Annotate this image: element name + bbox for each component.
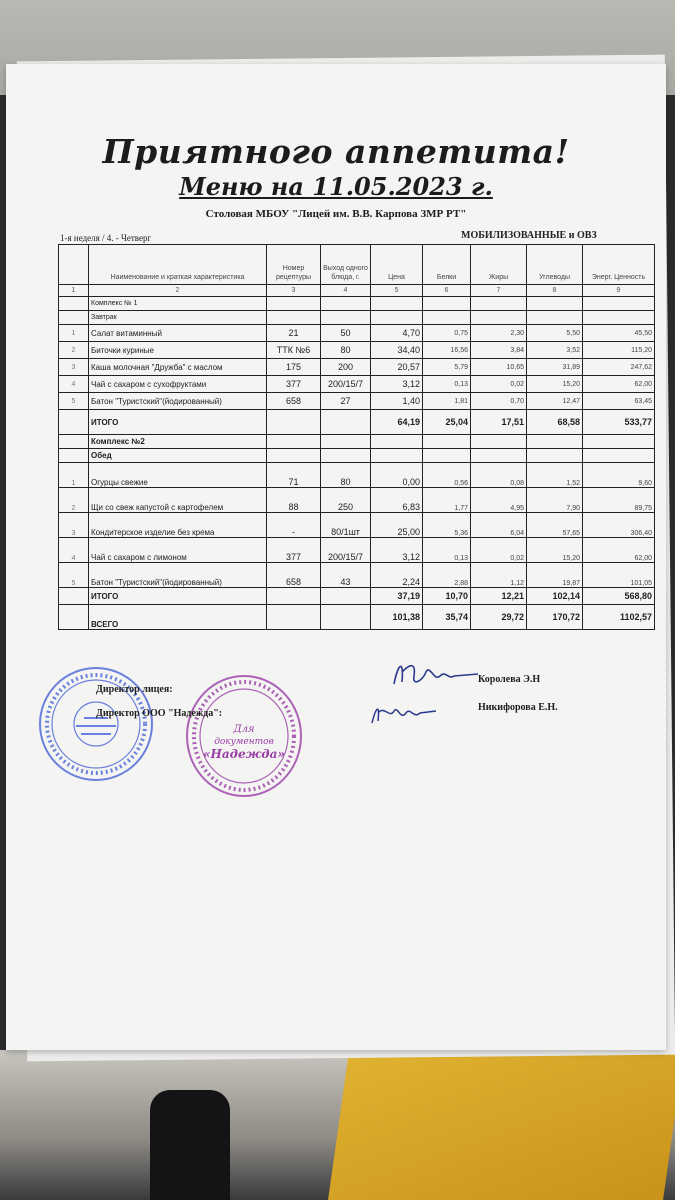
energy-cell: 45,50 — [583, 325, 655, 342]
carbs-cell: 5,50 — [527, 325, 583, 342]
complex1-total-row — [59, 410, 655, 435]
name-koroleva: Королева Э.Н — [478, 674, 541, 685]
portion-weight: 200 — [321, 359, 371, 376]
row-number: 1 — [59, 463, 89, 488]
protein-cell: 5,36 — [423, 513, 471, 538]
price-cell: 6,83 — [371, 488, 423, 513]
protein-cell: 1,77 — [423, 488, 471, 513]
name-nikiforova: Никифорова Е.Н. — [478, 702, 558, 713]
table-row — [59, 463, 655, 488]
table-row — [59, 513, 655, 538]
dish-name: Щи со свеж капустой с картофелем — [89, 488, 267, 513]
index-cell: 1 — [59, 285, 89, 297]
energy-cell: 9,60 — [583, 463, 655, 488]
portion-weight: 200/15/7 — [321, 538, 371, 563]
recipe-number: 377 — [267, 376, 321, 393]
index-cell: 6 — [423, 285, 471, 297]
carbs-cell: 3,52 — [527, 342, 583, 359]
stamp-line1: Для — [233, 724, 255, 735]
menu-date: Меню на 11.05.2023 г. — [179, 172, 493, 201]
organization: Столовая МБОУ "Лицей им. В.В. Карпова ЗМР РТ" — [205, 208, 467, 220]
index-cell: 7 — [471, 285, 527, 297]
row-number: 1 — [59, 325, 89, 342]
recipe-number: 88 — [267, 488, 321, 513]
total-fat: 12,21 — [471, 588, 527, 605]
fat-cell: 0,02 — [471, 376, 527, 393]
col-carbs: Углеводы — [527, 245, 583, 285]
dish-name: Кондитерское изделие без крема — [89, 513, 267, 538]
total-price: 64,19 — [371, 410, 423, 435]
price-cell: 1,40 — [371, 393, 423, 410]
table-header — [59, 245, 655, 285]
blue-round-stamp — [36, 664, 156, 784]
complex2-title-row — [59, 435, 655, 449]
col-recipe: Номер рецептуры — [267, 245, 321, 285]
carbs-cell: 15,20 — [527, 538, 583, 563]
col-weight: Выход одного блюда, г. — [321, 245, 371, 285]
table-row — [59, 393, 655, 410]
page-title: Приятного аппетита! — [102, 132, 570, 171]
signature-2 — [366, 699, 441, 729]
carbs-cell: 31,89 — [527, 359, 583, 376]
recipe-number: 175 — [267, 359, 321, 376]
portion-weight: 80 — [321, 342, 371, 359]
col-protein: Белки — [423, 245, 471, 285]
purple-round-stamp — [184, 674, 304, 799]
total-energy: 568,80 — [583, 588, 655, 605]
portion-weight: 200/15/7 — [321, 376, 371, 393]
index-cell: 3 — [267, 285, 321, 297]
table-row — [59, 342, 655, 359]
grand-total-price: 101,38 — [371, 605, 423, 630]
table-row — [59, 488, 655, 513]
total-price: 37,19 — [371, 588, 423, 605]
row-number: 3 — [59, 359, 89, 376]
total-protein: 25,04 — [423, 410, 471, 435]
table-row — [59, 376, 655, 393]
grand-total-fat: 29,72 — [471, 605, 527, 630]
complex1-meal-row — [59, 311, 655, 325]
total-energy: 533,77 — [583, 410, 655, 435]
grand-total-label: ВСЕГО — [89, 605, 267, 630]
carbs-cell: 1,52 — [527, 463, 583, 488]
fat-cell: 0,08 — [471, 463, 527, 488]
grand-total-protein: 35,74 — [423, 605, 471, 630]
grand-total-carbs: 170,72 — [527, 605, 583, 630]
row-number: 4 — [59, 538, 89, 563]
row-number: 4 — [59, 376, 89, 393]
price-cell: 0,00 — [371, 463, 423, 488]
dish-name: Биточки куриные — [89, 342, 267, 359]
table-row — [59, 563, 655, 588]
dish-name: Салат витаминный — [89, 325, 267, 342]
table-row — [59, 538, 655, 563]
protein-cell: 0,75 — [423, 325, 471, 342]
protein-cell: 0,13 — [423, 376, 471, 393]
stamp-line3: «Надежда» — [203, 747, 285, 761]
table-row — [59, 359, 655, 376]
dish-name: Чай с сахаром с лимоном — [89, 538, 267, 563]
total-label: ИТОГО — [89, 410, 267, 435]
price-cell: 3,12 — [371, 538, 423, 563]
dish-name: Каша молочная "Дружба" с маслом — [89, 359, 267, 376]
stamp-line2: документов — [214, 737, 274, 747]
protein-cell: 16,56 — [423, 342, 471, 359]
price-cell: 25,00 — [371, 513, 423, 538]
index-row — [59, 285, 655, 297]
carbs-cell: 19,87 — [527, 563, 583, 588]
signature-1 — [386, 654, 481, 694]
col-price: Цена — [371, 245, 423, 285]
index-cell: 9 — [583, 285, 655, 297]
total-fat: 17,51 — [471, 410, 527, 435]
energy-cell: 63,45 — [583, 393, 655, 410]
carbs-cell: 57,65 — [527, 513, 583, 538]
fat-cell: 1,12 — [471, 563, 527, 588]
portion-weight: 80/1шт — [321, 513, 371, 538]
row-number: 3 — [59, 513, 89, 538]
recipe-number: ТТК №6 — [267, 342, 321, 359]
recipe-number: - — [267, 513, 321, 538]
protein-cell: 0,56 — [423, 463, 471, 488]
table-row — [59, 325, 655, 342]
fat-cell: 2,30 — [471, 325, 527, 342]
energy-cell: 115,20 — [583, 342, 655, 359]
total-protein: 10,70 — [423, 588, 471, 605]
price-cell: 34,40 — [371, 342, 423, 359]
complex1-title-row — [59, 297, 655, 311]
recipe-number: 658 — [267, 393, 321, 410]
carbs-cell: 7,90 — [527, 488, 583, 513]
recipe-number: 71 — [267, 463, 321, 488]
total-carbs: 102,14 — [527, 588, 583, 605]
dish-name: Батон "Туристский"(йодированный) — [89, 563, 267, 588]
energy-cell: 306,40 — [583, 513, 655, 538]
protein-cell: 5,79 — [423, 359, 471, 376]
complex2-meal: Обед — [89, 449, 267, 463]
complex2-meal-row — [59, 449, 655, 463]
row-number: 2 — [59, 488, 89, 513]
price-cell: 20,57 — [371, 359, 423, 376]
dark-object — [150, 1090, 230, 1200]
protein-cell: 1,81 — [423, 393, 471, 410]
complex1-title: Комплекс № 1 — [89, 297, 267, 311]
complex1-meal: Завтрак — [89, 311, 267, 325]
energy-cell: 62,00 — [583, 376, 655, 393]
total-carbs: 68,58 — [527, 410, 583, 435]
total-label: ИТОГО — [89, 588, 267, 605]
recipe-number: 21 — [267, 325, 321, 342]
grand-total-energy: 1102,57 — [583, 605, 655, 630]
energy-cell: 101,05 — [583, 563, 655, 588]
energy-cell: 89,75 — [583, 488, 655, 513]
row-number: 5 — [59, 393, 89, 410]
row-number: 5 — [59, 563, 89, 588]
director-ooo-label: Директор ООО "Надежда": — [96, 708, 223, 719]
portion-weight: 50 — [321, 325, 371, 342]
menu-paper — [6, 64, 666, 1050]
col-fat: Жиры — [471, 245, 527, 285]
portion-weight: 27 — [321, 393, 371, 410]
index-cell: 8 — [527, 285, 583, 297]
fat-cell: 3,84 — [471, 342, 527, 359]
energy-cell: 62,00 — [583, 538, 655, 563]
dish-name: Огурцы свежие — [89, 463, 267, 488]
fat-cell: 10,65 — [471, 359, 527, 376]
portion-weight: 43 — [321, 563, 371, 588]
complex2-title: Комплекс №2 — [89, 435, 267, 449]
dish-name: Батон "Туристский"(йодированный) — [89, 393, 267, 410]
recipe-number: 658 — [267, 563, 321, 588]
row-number: 2 — [59, 342, 89, 359]
fat-cell: 6,04 — [471, 513, 527, 538]
week-day: 1-я неделя / 4. - Четверг — [60, 233, 152, 243]
fat-cell: 4,95 — [471, 488, 527, 513]
protein-cell: 2,88 — [423, 563, 471, 588]
index-cell: 2 — [89, 285, 267, 297]
price-cell: 3,12 — [371, 376, 423, 393]
price-cell: 2,24 — [371, 563, 423, 588]
index-cell: 4 — [321, 285, 371, 297]
fat-cell: 0,02 — [471, 538, 527, 563]
fat-cell: 0,70 — [471, 393, 527, 410]
menu-table — [58, 244, 655, 630]
grand-total-row — [59, 605, 655, 630]
price-cell: 4,70 — [371, 325, 423, 342]
carbs-cell: 15,20 — [527, 376, 583, 393]
energy-cell: 247,62 — [583, 359, 655, 376]
complex2-total-row — [59, 588, 655, 605]
protein-cell: 0,13 — [423, 538, 471, 563]
index-cell: 5 — [371, 285, 423, 297]
recipe-number: 377 — [267, 538, 321, 563]
category: МОБИЛИЗОВАННЫЕ и ОВЗ — [461, 230, 597, 241]
carbs-cell: 12,47 — [527, 393, 583, 410]
col-energy: Энерг. Ценность — [583, 245, 655, 285]
dish-name: Чай с сахаром с сухофруктами — [89, 376, 267, 393]
col-name: Наименование и краткая характеристика — [89, 245, 267, 285]
portion-weight: 80 — [321, 463, 371, 488]
director-label: Директор лицея: — [96, 684, 173, 695]
portion-weight: 250 — [321, 488, 371, 513]
